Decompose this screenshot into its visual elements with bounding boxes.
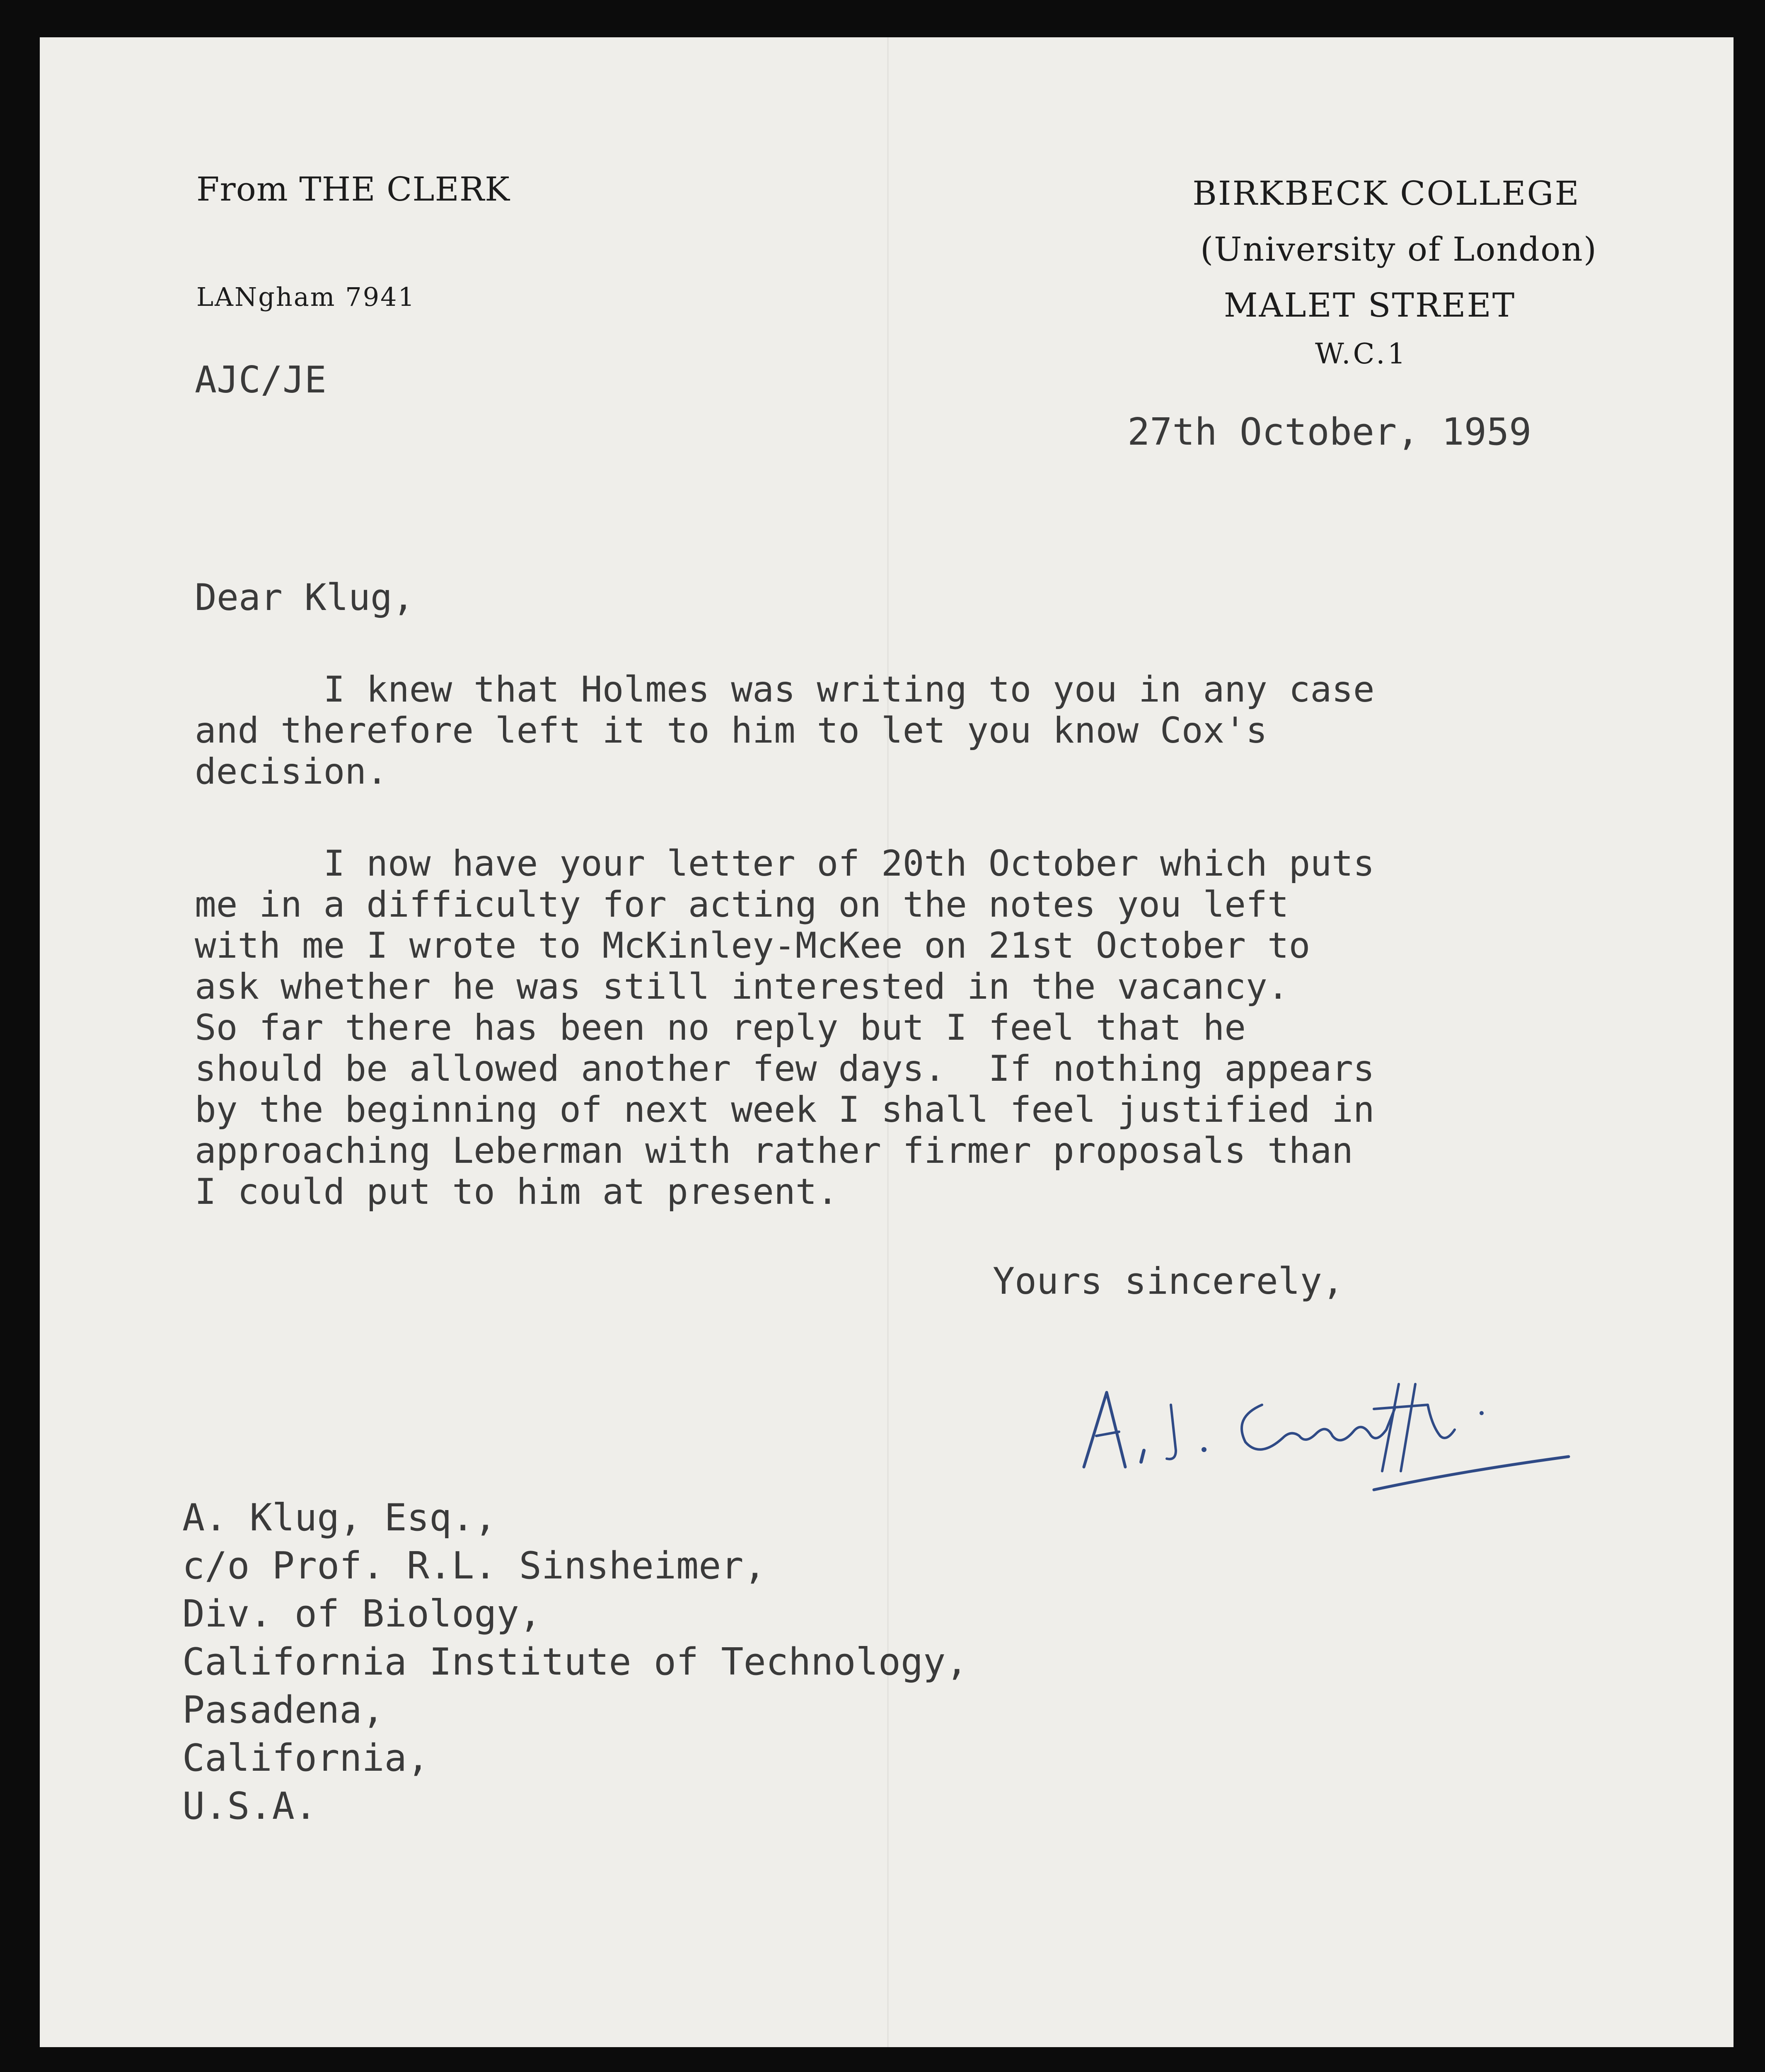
paragraph-line: decision. <box>195 751 388 792</box>
body-paragraph-1 <box>195 669 1375 792</box>
paragraph-line: approaching Leberman with rather firmer proposals than <box>195 1130 1353 1172</box>
closing: Yours sincerely, <box>993 1260 1344 1302</box>
paragraph-line: with me I wrote to McKinley-McKee on 21st October to <box>195 925 1310 966</box>
paragraph-line: I could put to him at present. <box>195 1171 839 1213</box>
paragraph-line: ask whether he was still interested in the vacancy. <box>195 966 1289 1007</box>
address-line: California Institute of Technology, <box>182 1640 968 1684</box>
paragraph-line: and therefore left it to him to let you know Cox's <box>195 710 1267 751</box>
paragraph-line: me in a difficulty for acting on the notes you left <box>195 884 1289 925</box>
reference-code: AJC/JE <box>195 358 326 401</box>
paragraph-line: So far there has been no reply but I feel that he <box>195 1007 1246 1048</box>
address-line: Pasadena, <box>182 1688 384 1732</box>
paragraph-line: by the beginning of next week I shall feel justified in <box>195 1089 1375 1130</box>
letterhead-college-name: BIRKBECK COLLEGE <box>1192 174 1580 213</box>
address-line: A. Klug, Esq., <box>182 1496 497 1539</box>
address-line: Div. of Biology, <box>182 1592 542 1636</box>
body-paragraph-2 <box>195 843 1375 1213</box>
salutation: Dear Klug, <box>195 576 414 619</box>
paragraph-line: should be allowed another few days. If nothing appears <box>195 1048 1375 1089</box>
letterhead-phone: LANgham 7941 <box>196 282 416 312</box>
address-line: California, <box>182 1736 430 1780</box>
letterhead-street: MALET STREET <box>1223 286 1516 324</box>
address-line: U.S.A. <box>182 1784 317 1828</box>
letter-page <box>40 37 1734 2047</box>
address-line: c/o Prof. R.L. Sinsheimer, <box>182 1544 766 1588</box>
letter-date: 27th October, 1959 <box>1127 410 1532 454</box>
letterhead-university: (University of London) <box>1200 230 1598 269</box>
paragraph-line: I knew that Holmes was writing to you in any case <box>195 669 1375 710</box>
handwritten-signature <box>1067 1347 1598 1496</box>
paragraph-line: I now have your letter of 20th October which puts <box>195 843 1375 884</box>
letterhead-from: From THE CLERK <box>196 170 510 208</box>
recipient-address <box>182 1494 968 1830</box>
letterhead-district: W.C.1 <box>1315 338 1408 370</box>
